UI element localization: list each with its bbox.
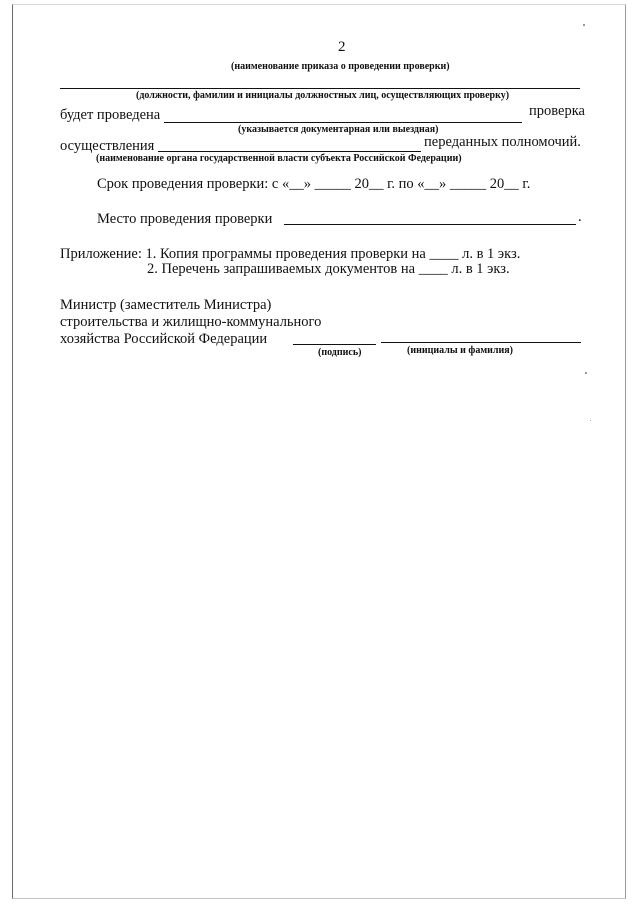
check-type-line (164, 122, 522, 123)
check-word: проверка (529, 103, 585, 119)
transferred-powers-label: переданных полномочий. (424, 134, 581, 150)
exercise-label: осуществления (60, 138, 155, 154)
will-be-held-label: будет проведена (60, 107, 161, 123)
scan-speck (590, 420, 591, 421)
place-end: . (578, 209, 582, 225)
appendix-item-1: Приложение: 1. Копия программы проведения проверки на ____ л. в 1 экз. (60, 246, 521, 262)
term-line: Срок проведения проверки: с «__» _____ 20__ г. по «__» _____ 20__ г. (97, 176, 531, 192)
minister-title-line-3: хозяйства Российской Федерации (60, 331, 268, 347)
signature-line (293, 344, 376, 345)
order-name-caption: (наименование приказа о проведении проверки) (231, 61, 450, 72)
page-number: 2 (338, 39, 346, 55)
check-type-caption: (указывается документарная или выездная) (238, 124, 439, 135)
full-name-caption: (инициалы и фамилия) (407, 345, 514, 356)
authority-line (158, 151, 421, 152)
place-label: Место проведения проверки (97, 211, 273, 227)
scan-speck (585, 372, 587, 374)
authority-caption: (наименование органа государственной власти субъекта Российской Федерации) (96, 153, 462, 164)
signature-caption: (подпись) (318, 347, 362, 358)
place-line (284, 224, 576, 225)
minister-title-line-2: строительства и жилищно-коммунального (60, 314, 322, 330)
officials-line (60, 88, 580, 89)
full-name-line (381, 342, 581, 343)
officials-caption: (должности, фамилии и инициалы должностных лиц, осуществляющих проверку) (136, 90, 510, 101)
appendix-item-2: 2. Перечень запрашиваемых документов на ____ л. в 1 экз. (147, 261, 510, 277)
minister-title-line-1: Министр (заместитель Министра) (60, 297, 272, 313)
scan-speck (583, 24, 585, 26)
